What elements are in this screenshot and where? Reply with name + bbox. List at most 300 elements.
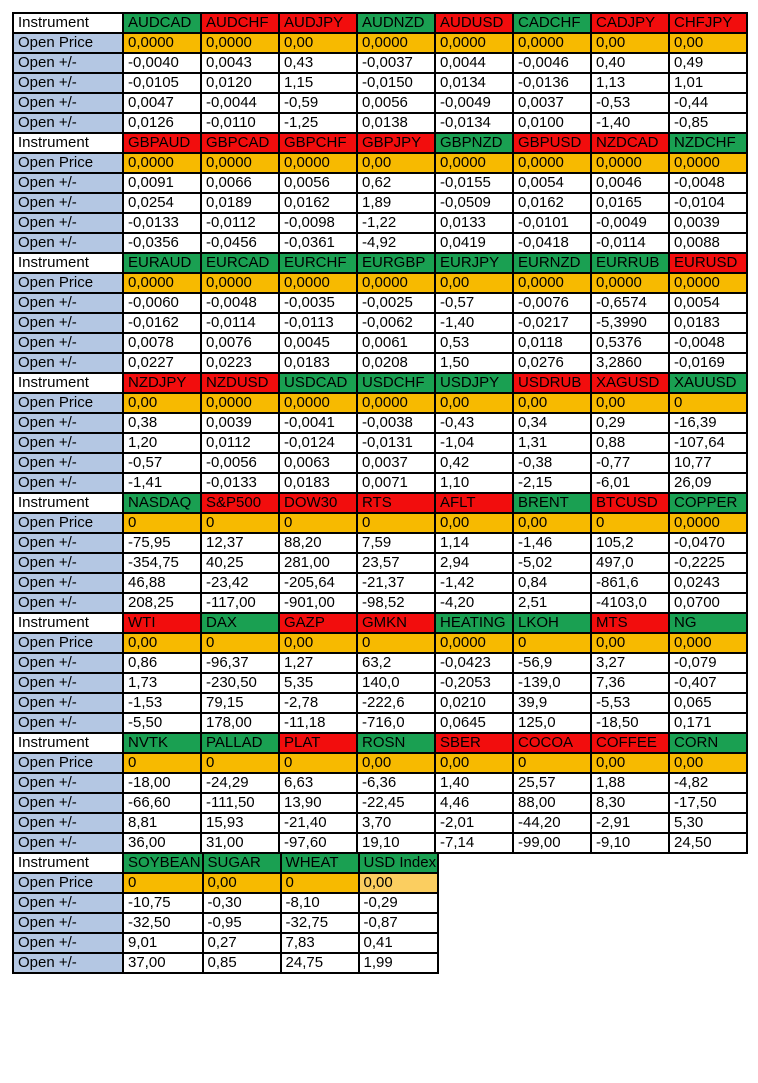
open-change-cell[interactable]: -0,407 <box>669 673 747 693</box>
open-change-cell[interactable]: -4,82 <box>669 773 747 793</box>
open-change-cell[interactable]: -230,50 <box>201 673 279 693</box>
open-change-cell[interactable]: -0,0162 <box>123 313 201 333</box>
instrument-header-cell[interactable]: GBPUSD <box>513 133 591 153</box>
open-change-cell[interactable]: -0,0056 <box>201 453 279 473</box>
row-label-open-change[interactable]: Open +/- <box>13 293 123 313</box>
open-change-cell[interactable]: 19,10 <box>357 833 435 853</box>
instrument-header-cell[interactable]: DAX <box>201 613 279 633</box>
open-change-cell[interactable]: 3,2860 <box>591 353 669 373</box>
instrument-header-cell[interactable]: NZDCHF <box>669 133 747 153</box>
open-change-cell[interactable]: -354,75 <box>123 553 201 573</box>
open-price-cell[interactable]: 0,0000 <box>435 33 513 53</box>
open-change-cell[interactable]: -0,85 <box>669 113 747 133</box>
open-change-cell[interactable]: 5,30 <box>669 813 747 833</box>
open-change-cell[interactable]: -716,0 <box>357 713 435 733</box>
open-change-cell[interactable]: -0,0509 <box>435 193 513 213</box>
open-change-cell[interactable]: -0,0105 <box>123 73 201 93</box>
row-label-open-change[interactable]: Open +/- <box>13 93 123 113</box>
open-price-cell[interactable]: 0,000 <box>669 633 747 653</box>
open-price-cell[interactable]: 0,00 <box>357 753 435 773</box>
open-price-cell[interactable]: 0,0000 <box>123 273 201 293</box>
open-change-cell[interactable]: 3,27 <box>591 653 669 673</box>
row-label-open-change[interactable]: Open +/- <box>13 913 123 933</box>
open-change-cell[interactable]: -0,0131 <box>357 433 435 453</box>
open-change-cell[interactable]: 178,00 <box>201 713 279 733</box>
open-change-cell[interactable]: -0,0361 <box>279 233 357 253</box>
open-change-cell[interactable]: -0,0025 <box>357 293 435 313</box>
open-change-cell[interactable]: 0,0100 <box>513 113 591 133</box>
open-change-cell[interactable]: 140,0 <box>357 673 435 693</box>
open-change-cell[interactable]: 0,0208 <box>357 353 435 373</box>
open-change-cell[interactable]: 0,0076 <box>201 333 279 353</box>
open-change-cell[interactable]: -9,10 <box>591 833 669 853</box>
instrument-header-cell[interactable]: DOW30 <box>279 493 357 513</box>
open-change-cell[interactable]: -16,39 <box>669 413 747 433</box>
open-change-cell[interactable]: 1,14 <box>435 533 513 553</box>
instrument-header-cell[interactable]: S&P500 <box>201 493 279 513</box>
open-change-cell[interactable]: -0,0456 <box>201 233 279 253</box>
open-change-cell[interactable]: 0,0134 <box>435 73 513 93</box>
row-label-open-change[interactable]: Open +/- <box>13 453 123 473</box>
open-change-cell[interactable]: 36,00 <box>123 833 201 853</box>
row-label-open-change[interactable]: Open +/- <box>13 173 123 193</box>
open-change-cell[interactable]: 0,0054 <box>513 173 591 193</box>
open-change-cell[interactable]: -66,60 <box>123 793 201 813</box>
open-change-cell[interactable]: -0,0049 <box>435 93 513 113</box>
open-change-cell[interactable]: 1,15 <box>279 73 357 93</box>
open-change-cell[interactable]: -1,53 <box>123 693 201 713</box>
open-change-cell[interactable]: 1,27 <box>279 653 357 673</box>
open-change-cell[interactable]: 497,0 <box>591 553 669 573</box>
open-change-cell[interactable]: 1,20 <box>123 433 201 453</box>
open-change-cell[interactable]: -861,6 <box>591 573 669 593</box>
open-change-cell[interactable]: -0,0110 <box>201 113 279 133</box>
instrument-header-cell[interactable]: USD Index <box>359 853 439 873</box>
open-change-cell[interactable]: 1,13 <box>591 73 669 93</box>
open-change-cell[interactable]: -1,25 <box>279 113 357 133</box>
instrument-header-cell[interactable]: GBPCAD <box>201 133 279 153</box>
instrument-header-cell[interactable]: MTS <box>591 613 669 633</box>
row-label-instrument[interactable]: Instrument <box>13 133 123 153</box>
open-price-cell[interactable]: 0 <box>281 873 359 893</box>
open-change-cell[interactable]: 12,37 <box>201 533 279 553</box>
instrument-header-cell[interactable]: EURNZD <box>513 253 591 273</box>
open-price-cell[interactable]: 0,00 <box>513 393 591 413</box>
open-change-cell[interactable]: -0,2053 <box>435 673 513 693</box>
open-change-cell[interactable]: -44,20 <box>513 813 591 833</box>
open-change-cell[interactable]: -22,45 <box>357 793 435 813</box>
open-change-cell[interactable]: 0,38 <box>123 413 201 433</box>
instrument-header-cell[interactable]: PALLAD <box>201 733 279 753</box>
row-label-open-change[interactable]: Open +/- <box>13 573 123 593</box>
row-label-instrument[interactable]: Instrument <box>13 733 123 753</box>
open-change-cell[interactable]: 0,43 <box>279 53 357 73</box>
open-change-cell[interactable]: -0,0217 <box>513 313 591 333</box>
open-change-cell[interactable]: 0,0056 <box>357 93 435 113</box>
open-change-cell[interactable]: 0,0091 <box>123 173 201 193</box>
open-price-cell[interactable]: 0,0000 <box>591 273 669 293</box>
instrument-header-cell[interactable]: GBPNZD <box>435 133 513 153</box>
open-price-cell[interactable]: 0 <box>123 873 203 893</box>
open-price-cell[interactable]: 0,0000 <box>123 153 201 173</box>
open-change-cell[interactable]: 0,62 <box>357 173 435 193</box>
open-change-cell[interactable]: 1,99 <box>359 953 439 973</box>
instrument-header-cell[interactable]: PLAT <box>279 733 357 753</box>
open-change-cell[interactable]: 7,83 <box>281 933 359 953</box>
open-price-cell[interactable]: 0 <box>357 513 435 533</box>
open-change-cell[interactable]: 0,0243 <box>669 573 747 593</box>
open-change-cell[interactable]: -0,77 <box>591 453 669 473</box>
open-change-cell[interactable]: 24,75 <box>281 953 359 973</box>
row-label-open-change[interactable]: Open +/- <box>13 553 123 573</box>
row-label-open-price[interactable]: Open Price <box>13 873 123 893</box>
open-change-cell[interactable]: -0,2225 <box>669 553 747 573</box>
open-change-cell[interactable]: 0,0112 <box>201 433 279 453</box>
row-label-open-change[interactable]: Open +/- <box>13 793 123 813</box>
open-change-cell[interactable]: 0,5376 <box>591 333 669 353</box>
open-change-cell[interactable]: 7,59 <box>357 533 435 553</box>
open-change-cell[interactable]: -11,18 <box>279 713 357 733</box>
open-change-cell[interactable]: -111,50 <box>201 793 279 813</box>
open-price-cell[interactable]: 0,0000 <box>279 273 357 293</box>
instrument-header-cell[interactable]: AFLT <box>435 493 513 513</box>
open-change-cell[interactable]: 1,01 <box>669 73 747 93</box>
open-change-cell[interactable]: -0,0060 <box>123 293 201 313</box>
open-change-cell[interactable]: -0,53 <box>591 93 669 113</box>
open-change-cell[interactable]: 0,0043 <box>201 53 279 73</box>
open-change-cell[interactable]: -6,01 <box>591 473 669 493</box>
open-change-cell[interactable]: -0,079 <box>669 653 747 673</box>
open-change-cell[interactable]: 0,0126 <box>123 113 201 133</box>
row-label-instrument[interactable]: Instrument <box>13 373 123 393</box>
open-change-cell[interactable]: -1,40 <box>435 313 513 333</box>
open-change-cell[interactable]: -0,44 <box>669 93 747 113</box>
open-price-cell[interactable]: 0 <box>279 513 357 533</box>
open-change-cell[interactable]: -0,0136 <box>513 73 591 93</box>
open-price-cell[interactable]: 0,0000 <box>357 393 435 413</box>
open-change-cell[interactable]: 0,0047 <box>123 93 201 113</box>
open-price-cell[interactable]: 0 <box>357 633 435 653</box>
open-change-cell[interactable]: 24,50 <box>669 833 747 853</box>
open-change-cell[interactable]: 0,0162 <box>279 193 357 213</box>
instrument-header-cell[interactable]: AUDJPY <box>279 13 357 33</box>
open-change-cell[interactable]: -0,0098 <box>279 213 357 233</box>
open-change-cell[interactable]: -18,50 <box>591 713 669 733</box>
instrument-header-cell[interactable]: EURGBP <box>357 253 435 273</box>
open-price-cell[interactable]: 0,0000 <box>669 153 747 173</box>
open-price-cell[interactable]: 0,00 <box>435 273 513 293</box>
open-change-cell[interactable]: 25,57 <box>513 773 591 793</box>
open-change-cell[interactable]: -5,3990 <box>591 313 669 333</box>
open-price-cell[interactable]: 0,00 <box>591 633 669 653</box>
open-change-cell[interactable]: 88,00 <box>513 793 591 813</box>
open-change-cell[interactable]: -0,0046 <box>513 53 591 73</box>
open-change-cell[interactable]: 0,0118 <box>513 333 591 353</box>
open-change-cell[interactable]: -1,42 <box>435 573 513 593</box>
instrument-header-cell[interactable]: GBPJPY <box>357 133 435 153</box>
open-change-cell[interactable]: -0,0418 <box>513 233 591 253</box>
open-change-cell[interactable]: 1,31 <box>513 433 591 453</box>
open-change-cell[interactable]: -107,64 <box>669 433 747 453</box>
open-price-cell[interactable]: 0,00 <box>513 513 591 533</box>
instrument-header-cell[interactable]: AUDUSD <box>435 13 513 33</box>
instrument-header-cell[interactable]: XAGUSD <box>591 373 669 393</box>
open-price-cell[interactable]: 0,00 <box>435 753 513 773</box>
open-change-cell[interactable]: 0,0189 <box>201 193 279 213</box>
open-price-cell[interactable]: 0,0000 <box>591 153 669 173</box>
instrument-header-cell[interactable]: USDJPY <box>435 373 513 393</box>
open-price-cell[interactable]: 0,00 <box>123 633 201 653</box>
row-label-open-change[interactable]: Open +/- <box>13 73 123 93</box>
instrument-header-cell[interactable]: USDRUB <box>513 373 591 393</box>
row-label-instrument[interactable]: Instrument <box>13 253 123 273</box>
open-price-cell[interactable]: 0,00 <box>357 153 435 173</box>
open-change-cell[interactable]: -0,0049 <box>591 213 669 233</box>
open-change-cell[interactable]: 0,0183 <box>669 313 747 333</box>
open-change-cell[interactable]: -0,0048 <box>669 173 747 193</box>
open-price-cell[interactable]: 0,0000 <box>435 153 513 173</box>
open-change-cell[interactable]: -0,0062 <box>357 313 435 333</box>
row-label-open-change[interactable]: Open +/- <box>13 533 123 553</box>
open-price-cell[interactable]: 0 <box>279 753 357 773</box>
open-change-cell[interactable]: -24,29 <box>201 773 279 793</box>
open-change-cell[interactable]: 125,0 <box>513 713 591 733</box>
open-change-cell[interactable]: 0,0037 <box>357 453 435 473</box>
instrument-header-cell[interactable]: COCOA <box>513 733 591 753</box>
open-change-cell[interactable]: 0,0419 <box>435 233 513 253</box>
open-change-cell[interactable]: 26,09 <box>669 473 747 493</box>
open-change-cell[interactable]: -0,59 <box>279 93 357 113</box>
open-change-cell[interactable]: -0,0041 <box>279 413 357 433</box>
instrument-header-cell[interactable]: WTI <box>123 613 201 633</box>
open-change-cell[interactable]: 0,0078 <box>123 333 201 353</box>
open-change-cell[interactable]: -0,0044 <box>201 93 279 113</box>
open-change-cell[interactable]: -21,37 <box>357 573 435 593</box>
row-label-instrument[interactable]: Instrument <box>13 13 123 33</box>
instrument-header-cell[interactable]: AUDCHF <box>201 13 279 33</box>
row-label-open-price[interactable]: Open Price <box>13 393 123 413</box>
open-change-cell[interactable]: -0,0038 <box>357 413 435 433</box>
open-change-cell[interactable]: 0,27 <box>203 933 281 953</box>
open-price-cell[interactable]: 0 <box>123 753 201 773</box>
open-change-cell[interactable]: 0,0162 <box>513 193 591 213</box>
open-change-cell[interactable]: -0,0423 <box>435 653 513 673</box>
open-change-cell[interactable]: -97,60 <box>279 833 357 853</box>
open-change-cell[interactable]: -0,0114 <box>201 313 279 333</box>
instrument-header-cell[interactable]: BRENT <box>513 493 591 513</box>
instrument-header-cell[interactable]: GMKN <box>357 613 435 633</box>
open-change-cell[interactable]: 0,85 <box>203 953 281 973</box>
open-price-cell[interactable]: 0,0000 <box>435 633 513 653</box>
open-change-cell[interactable]: 0,0700 <box>669 593 747 613</box>
open-change-cell[interactable]: 40,25 <box>201 553 279 573</box>
row-label-open-change[interactable]: Open +/- <box>13 53 123 73</box>
open-price-cell[interactable]: 0 <box>513 633 591 653</box>
open-price-cell[interactable]: 0,0000 <box>201 153 279 173</box>
open-change-cell[interactable]: 37,00 <box>123 953 203 973</box>
open-change-cell[interactable]: -96,37 <box>201 653 279 673</box>
open-change-cell[interactable]: 0,0061 <box>357 333 435 353</box>
open-change-cell[interactable]: 0,40 <box>591 53 669 73</box>
row-label-open-price[interactable]: Open Price <box>13 513 123 533</box>
row-label-open-price[interactable]: Open Price <box>13 753 123 773</box>
open-change-cell[interactable]: -7,14 <box>435 833 513 853</box>
open-price-cell[interactable]: 0,00 <box>359 873 439 893</box>
instrument-header-cell[interactable]: AUDNZD <box>357 13 435 33</box>
row-label-open-change[interactable]: Open +/- <box>13 353 123 373</box>
open-change-cell[interactable]: 0,0183 <box>279 473 357 493</box>
open-change-cell[interactable]: 0,0056 <box>279 173 357 193</box>
open-change-cell[interactable]: 0,49 <box>669 53 747 73</box>
open-change-cell[interactable]: 0,0054 <box>669 293 747 313</box>
instrument-header-cell[interactable]: SUGAR <box>203 853 281 873</box>
open-change-cell[interactable]: 0,0254 <box>123 193 201 213</box>
row-label-open-change[interactable]: Open +/- <box>13 933 123 953</box>
open-change-cell[interactable]: -5,50 <box>123 713 201 733</box>
open-change-cell[interactable]: -0,0113 <box>279 313 357 333</box>
open-price-cell[interactable]: 0,0000 <box>513 273 591 293</box>
open-price-cell[interactable]: 0,00 <box>203 873 281 893</box>
open-change-cell[interactable]: -0,95 <box>203 913 281 933</box>
open-change-cell[interactable]: -0,29 <box>359 893 439 913</box>
row-label-open-change[interactable]: Open +/- <box>13 693 123 713</box>
row-label-open-change[interactable]: Open +/- <box>13 953 123 973</box>
open-change-cell[interactable]: 6,63 <box>279 773 357 793</box>
open-change-cell[interactable]: -0,0133 <box>123 213 201 233</box>
instrument-header-cell[interactable]: COPPER <box>669 493 747 513</box>
instrument-header-cell[interactable]: CORN <box>669 733 747 753</box>
open-change-cell[interactable]: 0,0045 <box>279 333 357 353</box>
open-change-cell[interactable]: -1,41 <box>123 473 201 493</box>
open-change-cell[interactable]: -0,0101 <box>513 213 591 233</box>
open-change-cell[interactable]: 31,00 <box>201 833 279 853</box>
open-price-cell[interactable]: 0,00 <box>669 33 747 53</box>
open-price-cell[interactable]: 0,00 <box>123 393 201 413</box>
open-price-cell[interactable]: 0,00 <box>279 633 357 653</box>
open-change-cell[interactable]: -4103,0 <box>591 593 669 613</box>
instrument-header-cell[interactable]: USDCAD <box>279 373 357 393</box>
row-label-open-change[interactable]: Open +/- <box>13 333 123 353</box>
open-change-cell[interactable]: 0,0183 <box>279 353 357 373</box>
row-label-instrument[interactable]: Instrument <box>13 853 123 873</box>
open-change-cell[interactable]: -99,00 <box>513 833 591 853</box>
open-change-cell[interactable]: -32,50 <box>123 913 203 933</box>
open-change-cell[interactable]: -2,91 <box>591 813 669 833</box>
open-price-cell[interactable]: 0,0000 <box>201 33 279 53</box>
instrument-header-cell[interactable]: GAZP <box>279 613 357 633</box>
open-change-cell[interactable]: -23,42 <box>201 573 279 593</box>
instrument-header-cell[interactable]: LKOH <box>513 613 591 633</box>
open-change-cell[interactable]: -1,04 <box>435 433 513 453</box>
open-change-cell[interactable]: -2,15 <box>513 473 591 493</box>
instrument-header-cell[interactable]: NZDJPY <box>123 373 201 393</box>
open-change-cell[interactable]: 0,0210 <box>435 693 513 713</box>
instrument-header-cell[interactable]: RTS <box>357 493 435 513</box>
open-change-cell[interactable]: 0,0044 <box>435 53 513 73</box>
open-change-cell[interactable]: -10,75 <box>123 893 203 913</box>
open-change-cell[interactable]: 9,01 <box>123 933 203 953</box>
open-change-cell[interactable]: -0,0076 <box>513 293 591 313</box>
open-change-cell[interactable]: -0,0035 <box>279 293 357 313</box>
open-change-cell[interactable]: 88,20 <box>279 533 357 553</box>
row-label-open-change[interactable]: Open +/- <box>13 313 123 333</box>
open-change-cell[interactable]: -0,0048 <box>201 293 279 313</box>
instrument-header-cell[interactable]: EURUSD <box>669 253 747 273</box>
open-change-cell[interactable]: -0,43 <box>435 413 513 433</box>
open-change-cell[interactable]: 0,84 <box>513 573 591 593</box>
instrument-header-cell[interactable]: GBPCHF <box>279 133 357 153</box>
open-change-cell[interactable]: 0,0645 <box>435 713 513 733</box>
open-change-cell[interactable]: 105,2 <box>591 533 669 553</box>
row-label-open-change[interactable]: Open +/- <box>13 413 123 433</box>
open-change-cell[interactable]: 63,2 <box>357 653 435 673</box>
open-change-cell[interactable]: -117,00 <box>201 593 279 613</box>
open-price-cell[interactable]: 0,0000 <box>513 153 591 173</box>
open-change-cell[interactable]: 1,50 <box>435 353 513 373</box>
open-change-cell[interactable]: -0,0048 <box>669 333 747 353</box>
open-change-cell[interactable]: 23,57 <box>357 553 435 573</box>
open-change-cell[interactable]: -0,87 <box>359 913 439 933</box>
open-change-cell[interactable]: -0,0133 <box>201 473 279 493</box>
instrument-header-cell[interactable]: EURAUD <box>123 253 201 273</box>
open-change-cell[interactable]: -4,20 <box>435 593 513 613</box>
open-change-cell[interactable]: -0,0114 <box>591 233 669 253</box>
open-change-cell[interactable]: 0,88 <box>591 433 669 453</box>
open-change-cell[interactable]: 0,0046 <box>591 173 669 193</box>
row-label-open-change[interactable]: Open +/- <box>13 213 123 233</box>
instrument-header-cell[interactable]: EURCHF <box>279 253 357 273</box>
open-change-cell[interactable]: -2,01 <box>435 813 513 833</box>
open-change-cell[interactable]: -0,0124 <box>279 433 357 453</box>
instrument-header-cell[interactable]: SBER <box>435 733 513 753</box>
instrument-header-cell[interactable]: NG <box>669 613 747 633</box>
open-change-cell[interactable]: 0,0223 <box>201 353 279 373</box>
open-change-cell[interactable]: 0,0071 <box>357 473 435 493</box>
open-change-cell[interactable]: 2,94 <box>435 553 513 573</box>
open-price-cell[interactable]: 0,0000 <box>669 513 747 533</box>
open-price-cell[interactable]: 0,0000 <box>357 273 435 293</box>
row-label-open-change[interactable]: Open +/- <box>13 473 123 493</box>
open-change-cell[interactable]: 0,0276 <box>513 353 591 373</box>
instrument-header-cell[interactable]: EURRUB <box>591 253 669 273</box>
open-change-cell[interactable]: -75,95 <box>123 533 201 553</box>
open-price-cell[interactable]: 0 <box>669 393 747 413</box>
open-change-cell[interactable]: 0,0088 <box>669 233 747 253</box>
open-change-cell[interactable]: 0,0039 <box>669 213 747 233</box>
row-label-instrument[interactable]: Instrument <box>13 613 123 633</box>
open-change-cell[interactable]: 0,29 <box>591 413 669 433</box>
open-change-cell[interactable]: -8,10 <box>281 893 359 913</box>
row-label-open-change[interactable]: Open +/- <box>13 893 123 913</box>
open-change-cell[interactable]: 0,86 <box>123 653 201 673</box>
open-price-cell[interactable]: 0,00 <box>591 33 669 53</box>
open-change-cell[interactable]: -0,0356 <box>123 233 201 253</box>
open-change-cell[interactable]: -32,75 <box>281 913 359 933</box>
open-price-cell[interactable]: 0 <box>201 633 279 653</box>
row-label-open-change[interactable]: Open +/- <box>13 193 123 213</box>
instrument-header-cell[interactable]: NVTK <box>123 733 201 753</box>
open-change-cell[interactable]: 10,77 <box>669 453 747 473</box>
open-change-cell[interactable]: 281,00 <box>279 553 357 573</box>
open-change-cell[interactable]: -1,40 <box>591 113 669 133</box>
open-change-cell[interactable]: 0,171 <box>669 713 747 733</box>
instrument-header-cell[interactable]: NZDUSD <box>201 373 279 393</box>
open-price-cell[interactable]: 0,0000 <box>201 273 279 293</box>
row-label-open-change[interactable]: Open +/- <box>13 113 123 133</box>
open-price-cell[interactable]: 0,00 <box>669 753 747 773</box>
open-change-cell[interactable]: 0,0120 <box>201 73 279 93</box>
open-change-cell[interactable]: -0,0037 <box>357 53 435 73</box>
